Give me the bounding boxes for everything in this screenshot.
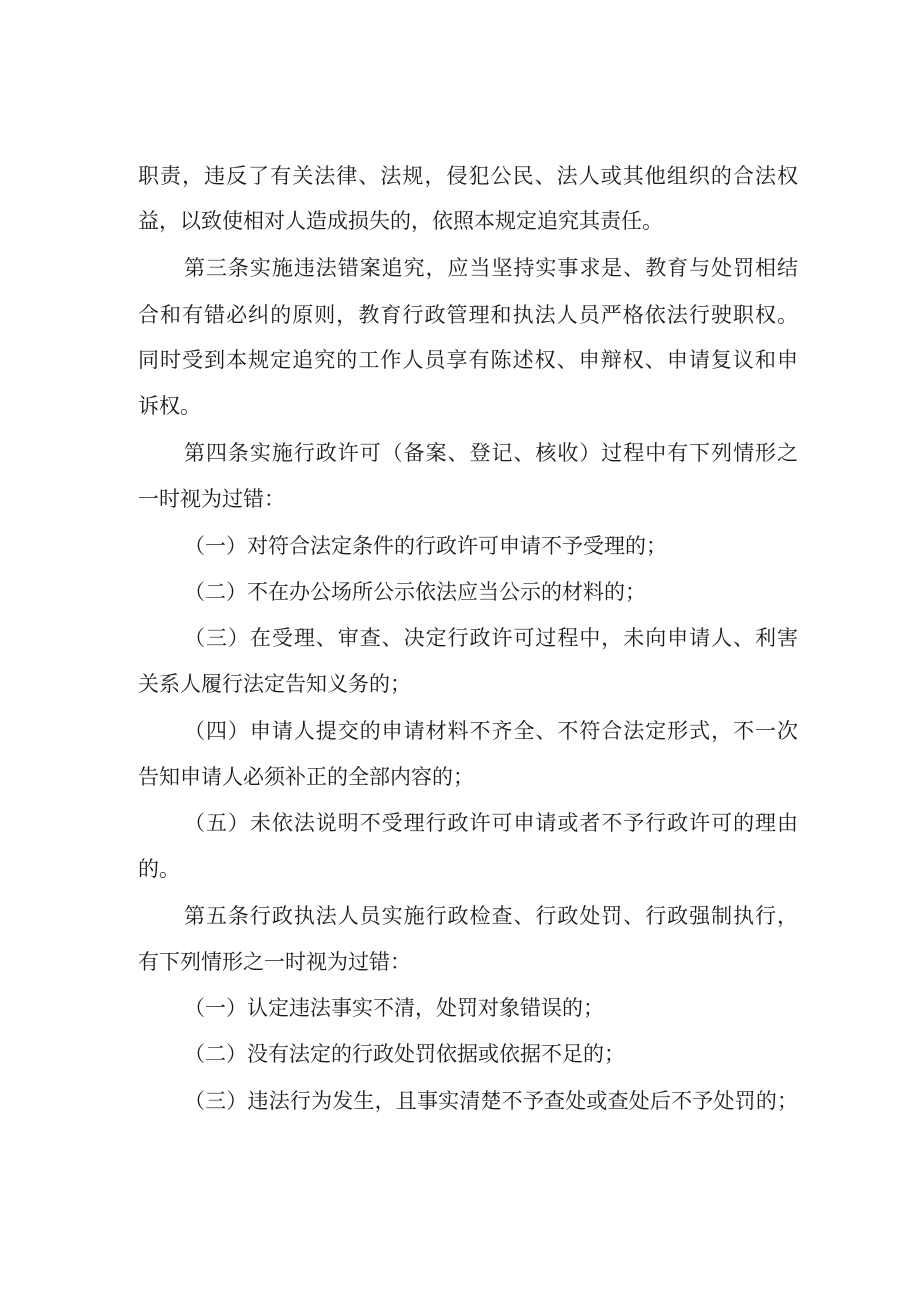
article-5-item-1: （一）认定违法事实不清，处罚对象错误的； (184, 996, 604, 1020)
text-line-1: 职责，违反了有关法律、法规，侵犯公民、法人或其他组织的合法权 (138, 164, 798, 188)
article-5-item-2: （二）没有法定的行政处罚依据或依据不足的； (184, 1042, 625, 1066)
article-4-item-4-line-1: （四）申请人提交的申请材料不齐全、不符合法定形式，不一次 (184, 719, 798, 743)
article-5-line-1: 第五条行政执法人员实施行政检查、行政处罚、行政强制执行， (184, 904, 798, 928)
text-line-2: 益，以致使相对人造成损失的，依照本规定追究其责任。 (138, 209, 663, 233)
article-3-line-2: 合和有错必纠的原则，教育行政管理和执法人员严格依法行驶职权。 (138, 303, 798, 327)
article-4-item-2: （二）不在办公场所公示依法应当公示的材料的； (184, 580, 646, 604)
article-3-line-4: 诉权。 (138, 394, 201, 418)
article-4-item-3-line-1: （三）在受理、审查、决定行政许可过程中，未向申请人、利害 (184, 626, 798, 650)
article-5-item-3: （三）违法行为发生，且事实清楚不予查处或查处后不予处罚的； (184, 1089, 798, 1113)
article-4-item-4-line-2: 告知申请人必须补正的全部内容的； (138, 765, 474, 789)
article-3-line-1: 第三条实施违法错案追究，应当坚持实事求是、教育与处罚相结 (184, 256, 798, 280)
article-3-line-3: 同时受到本规定追究的工作人员享有陈述权、申辩权、申请复议和申 (138, 348, 798, 372)
article-4-line-1: 第四条实施行政许可（备案、登记、核收）过程中有下列情形之 (184, 441, 798, 465)
article-4-item-5-line-1: （五）未依法说明不受理行政许可申请或者不予行政许可的理由 (184, 811, 798, 835)
article-4-item-3-line-2: 关系人履行法定告知义务的； (138, 672, 411, 696)
article-4-item-5-line-2: 的。 (138, 857, 180, 881)
article-4-line-2: 一时视为过错： (138, 487, 285, 511)
article-4-item-1: （一）对符合法定条件的行政许可申请不予受理的； (184, 534, 667, 558)
article-5-line-2: 有下列情形之一时视为过错： (138, 950, 411, 974)
